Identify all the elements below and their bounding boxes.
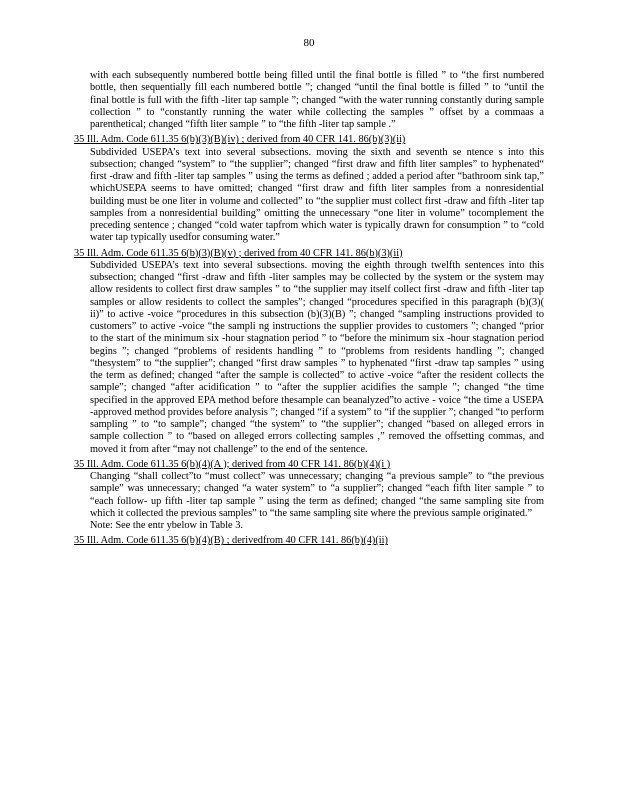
section-heading-text: 35 Ill. Adm. Code 611.35 6(b)(4)(B) ; derivedfrom 40 CFR 141. 86(b)(4)(ii) — [74, 535, 388, 547]
page-number: 80 — [303, 37, 315, 49]
section-heading-text: 35 Ill. Adm. Code 611.35 6(b)(3)(B)(iv) ; derived from 40 CFR 141. 86(b)(3)(ii) — [74, 134, 406, 146]
section-note: Note: See the entr ybelow in Table 3. — [90, 520, 243, 531]
section-heading — [74, 535, 544, 547]
section-heading — [74, 248, 544, 260]
section-heading-text: 35 Ill. Adm. Code 611.35 6(b)(3)(B)(v) ; derived from 40 CFR 141. 86(b)(3)(ii) — [74, 247, 403, 259]
section-paragraph: Subdivided USEPA’s text into several subsections. moving the sixth and seventh se ntence s into this subsection; changed “system” to “the supplier”; changed “first draw and fifth liter samples” to hyphenated“ first -draw and fifth -liter tap samples ” using the terms as defined ; added a period after “bathroom sink tap,” whichUSEPA seems to have omitted; changed “first draw and fifth liter samples from a nonresidential building must be one liter in volume and collected” to “the supplier must collect first -draw and fifth -liter tap samples from a nonresidential building” omitting the unnecessary “one liter in volume” tocomplement the preceding sentence ; changed “cold water tapfrom which water is typically drawn for consumption ” to “cold water tap typically usedfor consuming water.” — [90, 146, 544, 244]
section-heading — [74, 459, 544, 471]
section-heading-text: 35 Ill. Adm. Code 611.35 6(b)(4)(A ); derived from 40 CFR 141. 86(b)(4)(i ) — [74, 458, 391, 470]
section-heading — [74, 134, 544, 146]
continued-paragraph: with each subsequently numbered bottle being filled until the final bottle is filled ” to “the first numbered bottle, then sequentially fill each numbered bottle ”; changed “until the final bottle is filled ” to “until the final bottle is full with the fifth -liter tap sample ”; changed “with the water running constantly during sample collection ” to “constantly running the water while collecting the samples ” offset by a commaas a parenthetical; changed “fifth liter sample ” to “the fifth -liter tap sample .” — [90, 70, 544, 130]
page-content — [74, 70, 544, 548]
section-paragraph: Changing “shall collect”to “must collect” was unnecessary; changing “a previous sample” to “the previous sample” was unnecessary; changed “a water system” to “a supplier”; changed “each fifth liter sample ” to “each follow- up fifth -liter tap sample ” using the term as defined; changed “the same sampling site from which it collected the previous samples” to “the same sampling site where the previous sample originated.” — [90, 471, 544, 519]
section-paragraph: Subdivided USEPA’s text into several subsections. moving the eighth through twelfth sentences into this subsection; changed “first -draw and fifth -liter samples may be collected by the system or the system may allow residents to collect first draw samples ” to “the supplier may itself collect first -draw and fifth -liter tap samples or allow residents to collect the samples”; changed “procedures specified in this paragraph (b)(3)( ii)” to active -voice “procedures in this subsection (b)(3)(B) ”; changed “sampling instructions provided to customers” to active -voice “the sampli ng instructions the supplier provides to customers ”; changed “prior to the start of the minimum six -hour stagnation period ” to “before the minimum six -hour stagnation period begins ”; changed “problems of residents handling ” to “problems from residents handling ”; changed “thesystem” to “the supplier”; changed “first draw samples ” to hyphenated “first -draw tap samples ” using the term as defined; changed “after the sample is collected” to active -voice “after the resident collects the sample”; changed “after acidification ” to “after the supplier acidifies the sample ”; changed “the time specified in the approved EPA method before thesample can beanalyzed”to active - voice “the time a USEPA -approved method provides before analysis ”; changed “if a system” to “if the supplier ”; changed “to perform sampling ” to “to sample”; changed “the system” to “the supplier”; changed “based on alleged errors in sample collection ” to “based on alleged errors collecting samples ,” removed the offsetting commas, and moved it from after “may not challenge” to the end of the sentence. — [90, 259, 544, 455]
